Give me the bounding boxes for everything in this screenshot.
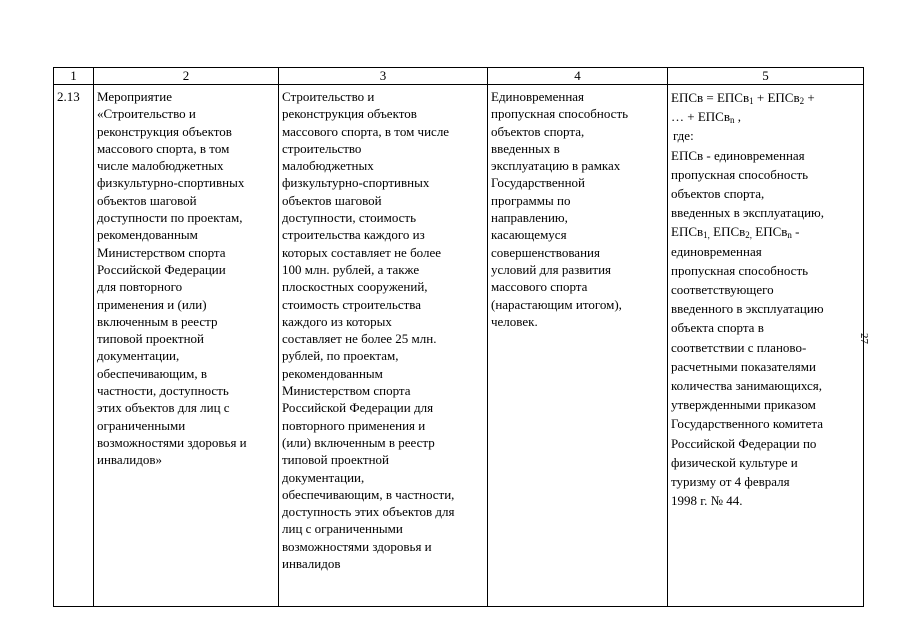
event-name: Мероприятие «Строительство и реконструкция объектов массового спорта, в том числе малобюджетных физкультурно-спортивных объектов шаговой доступности по проектам, рекомендованным Министерством спорта Российской Федерации для повторного применения и (или) включенным в реестр типовой проектной документации, обеспечивающим, в частности, доступность этих объектов для лиц с ограниченными возможностями здоровья и инвалидов» <box>94 85 279 607</box>
event-description: Строительство и реконструкция объектов массового спорта, в том числе строительство малобюджетных физкультурно-спортивных объектов шаговой доступности, стоимость строительства каждого из которых составляет не более 100 млн. рублей, а также плоскостных сооружений, стоимость строительства каждого из которых составляет не более 25 млн. рублей, по проектам, рекомендованным Министерством спорта Российской Федерации для повторного применения и (или) включенным в реестр типовой проектной документации, обеспечивающим, в частности, доступность этих объектов для лиц с ограниченными возможностями здоровья и инвалидов <box>279 85 488 607</box>
column-number-5: 5 <box>668 68 864 85</box>
formula-where: где: <box>673 128 694 144</box>
table-row <box>54 85 864 607</box>
column-number-2: 2 <box>94 68 279 85</box>
formula-line-1: ЕПСв = ЕПСв$_1$ + ЕПСв$_2$ + <box>671 90 815 106</box>
column-number-3: 3 <box>279 68 488 85</box>
formula-variables: ЕПСв$_{1,}$ ЕПСв$_{2,}$ ЕПСв$_n$ - <box>671 224 800 241</box>
column-number-1: 1 <box>54 68 94 85</box>
formula-variables-description: единовременная пропускная способность соответствующего введенного в эксплуатацию объекта спорта в соответствии с планово- расчетными показателями количества занимающихся, утвержденными приказом Государственного комитета Российской Федерации по физической культуре и туризму от 4 февраля 1998 г. № 44. <box>671 243 824 509</box>
calculation-method <box>668 85 864 607</box>
formula-definition: ЕПСв - единовременная пропускная способность объектов спорта, введенных в эксплуатацию, <box>671 147 825 221</box>
row-number: 2.13 <box>54 85 94 607</box>
page-number: 27 <box>858 333 870 344</box>
column-number-row <box>54 68 864 85</box>
formula-line-2: … + ЕПСв$_n$ , <box>671 109 741 126</box>
column-number-4: 4 <box>488 68 668 85</box>
program-measures-table <box>53 67 864 607</box>
indicator-name: Единовременная пропускная способность объектов спорта, введенных в эксплуатацию в рамках Государственной программы по направлению, касающемуся совершенствования условий для развития массового спорта (нарастающим итогом), человек. <box>488 85 668 607</box>
